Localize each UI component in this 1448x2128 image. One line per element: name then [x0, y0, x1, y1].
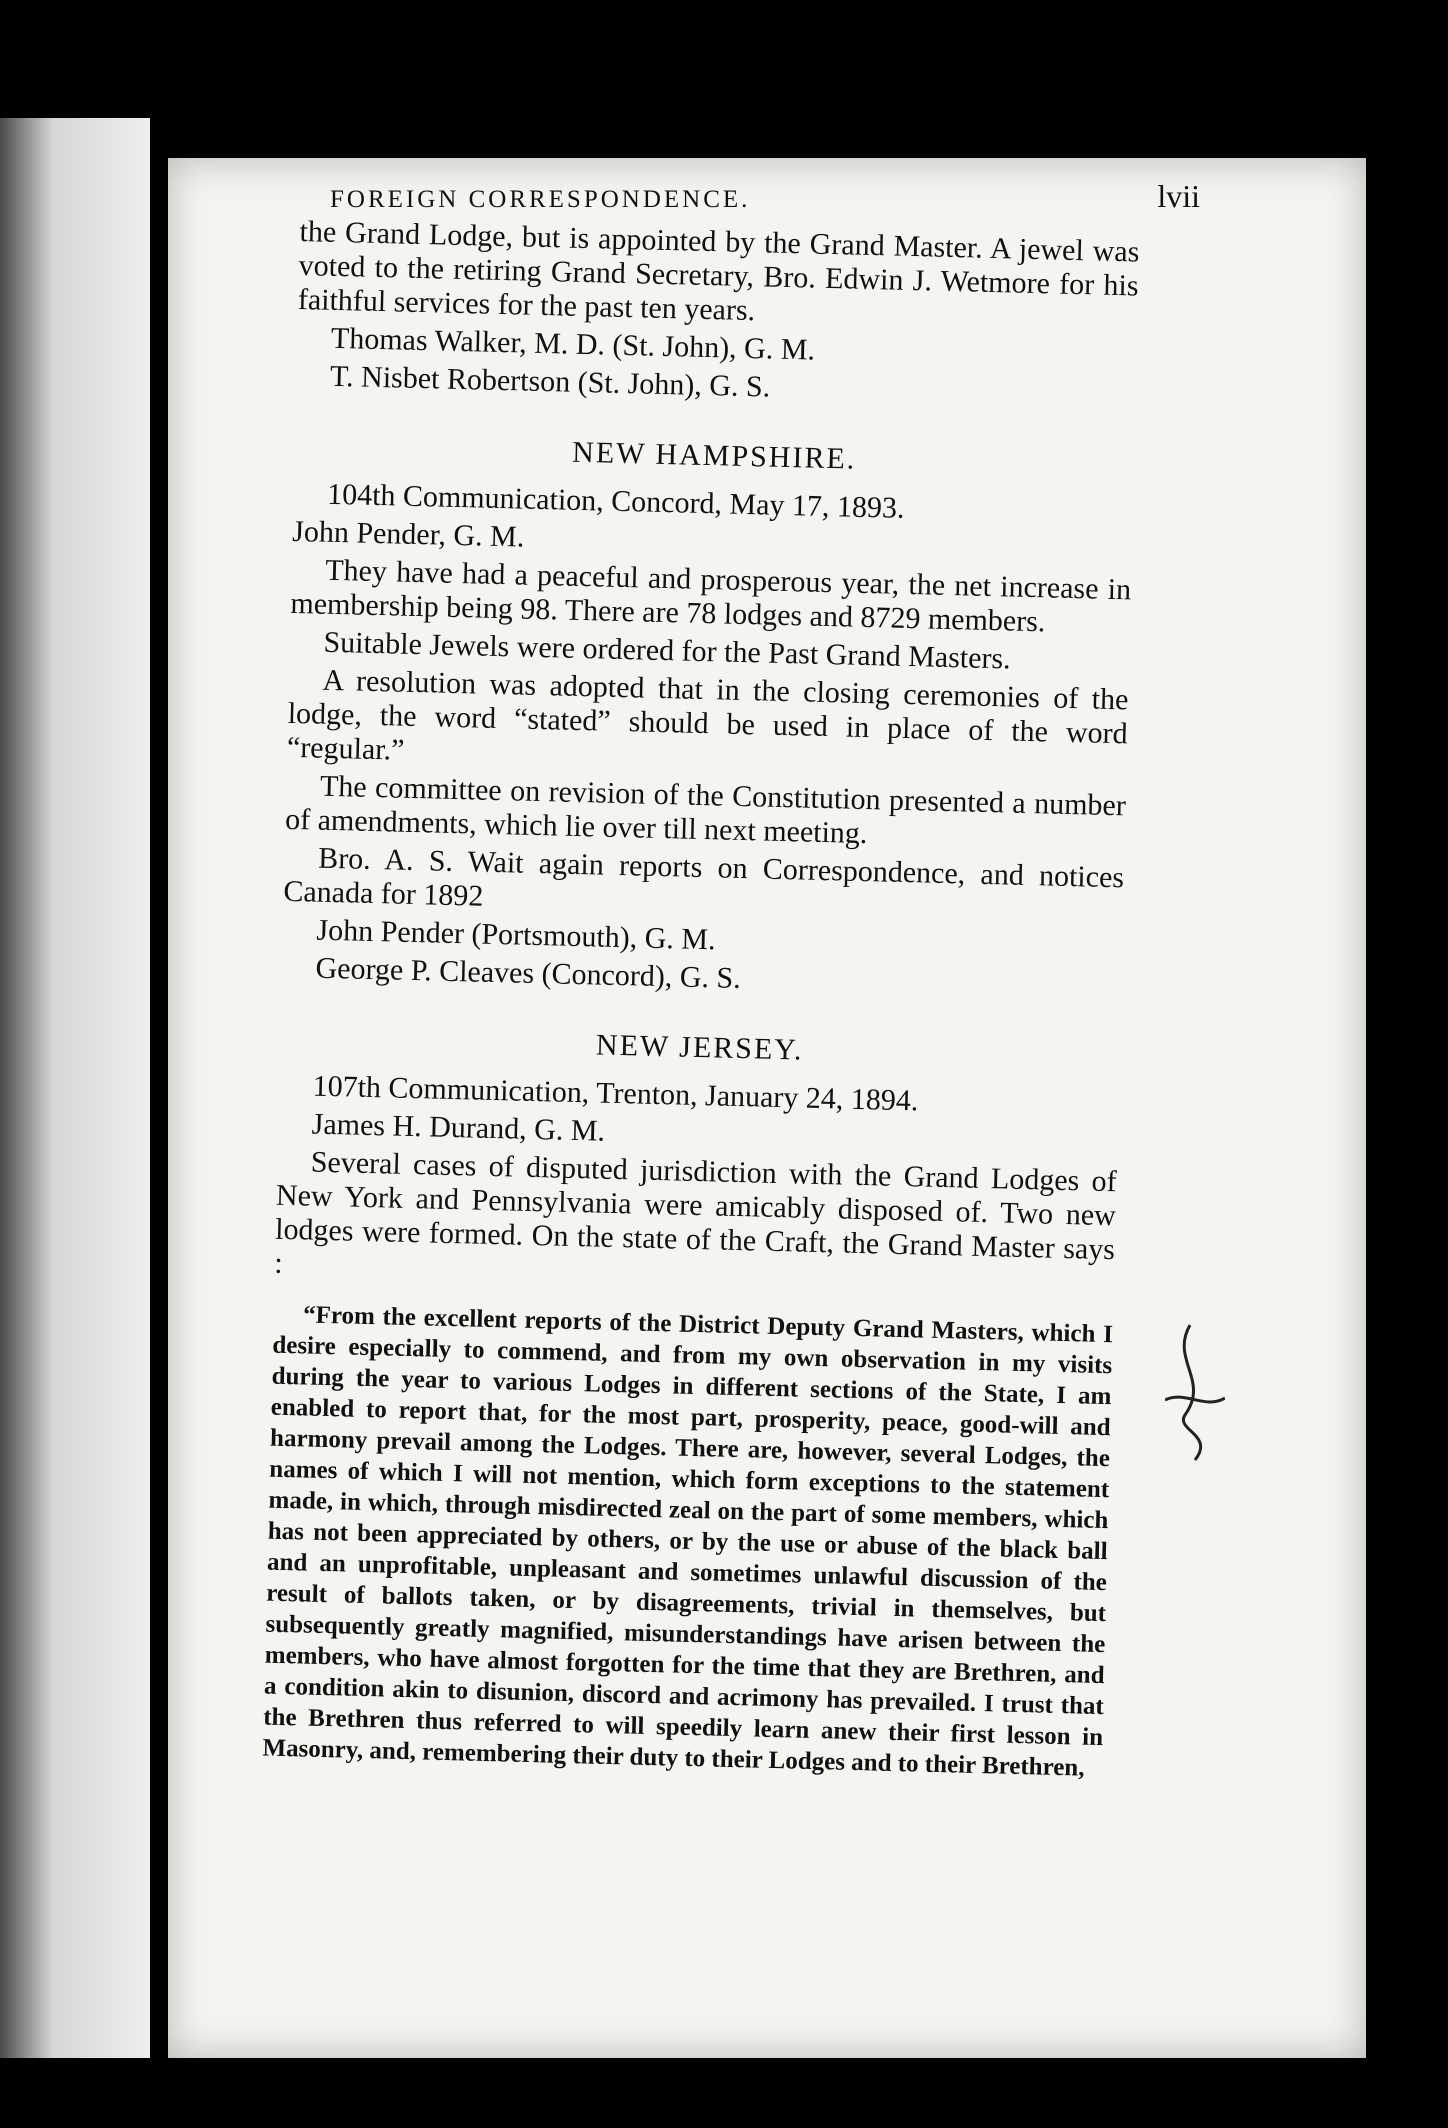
- grand-secretary-line: George P. Cleaves (Concord), G. S.: [315, 951, 742, 995]
- grand-master-line: John Pender (Portsmouth), G. M.: [316, 913, 716, 957]
- body-paragraph: A resolution was adopted that in the closing ceremonies of the lodge, the word “stated” should be used in place of the word “regular.”: [286, 663, 1129, 767]
- communication-line: 104th Communication, Concord, May 17, 1893.: [326, 477, 905, 525]
- page-header: [330, 178, 1200, 215]
- body-paragraph: The committee on revision of the Constitution presented a number of amendments, which lie over till next meeting.: [284, 769, 1127, 851]
- communication-line: 107th Communication, Trenton, January 24, 1894.: [312, 1069, 919, 1118]
- body-paragraph: Several cases of disputed jurisdiction with the Grand Lodges of New York and Pennsylvania were amicably disposed of. Two new lodges were formed. On the state of the Craft, the Grand Master says :: [273, 1145, 1118, 1280]
- quote-paragraph: “From the excellent reports of the District Deputy Grand Masters, which I desire especially to commend, and from my own observation in my visits during the year to various Lodges in different sections of the State, I am enabled to report that, for the most part, prosperity, peace, good-will and harmony prevail among the Lodges. There are, however, several Lodges, the names of which I will not mention, which form exceptions to the statement made, in which, through misdirected zeal on the part of some members, which has not been appreciated by others, or by the use or abuse of the black ball and an unprofitable, unpleasant and sometimes unlawful discussion of the result of ballots taken, or by disagreements, trivial in themselves, but subsequently greatly magnified, misunderstandings have arisen between the members, who have almost forgotten for the time that they are Brethren, and a condition akin to disunion, discord and acrimony has prevailed. I trust that the Brethren thus referred to will speedily learn anew their first lesson in Masonry, and, remembering their duty to their Lodges and to their Brethren,: [262, 1301, 1114, 1782]
- page-number: lvii: [1157, 178, 1200, 214]
- section-heading-new-hampshire: NEW HAMPSHIRE.: [571, 435, 857, 476]
- quoted-address: [262, 1299, 1113, 1784]
- section-heading-new-jersey: NEW JERSEY.: [595, 1028, 804, 1067]
- intro-paragraph: the Grand Lodge, but is appointed by the Grand Master. A jewel was voted to the retiring Grand Secretary, Bro. Edwin J. Wetmore for his faithful services for the past ten years.: [297, 215, 1140, 328]
- page-body: [262, 215, 1140, 1788]
- grand-secretary-line: T. Nisbet Robertson (St. John), G. S.: [329, 359, 771, 404]
- body-paragraph: Suitable Jewels were ordered for the Past Grand Masters.: [323, 625, 1012, 676]
- grand-master-line: John Pender, G. M.: [291, 514, 525, 554]
- body-paragraph: Bro. A. S. Wait again reports on Correspondence, and notices Canada for 1892: [283, 841, 1125, 913]
- body-paragraph: They have had a peaceful and prosperous year, the net increase in membership being 98. There are 78 lodges and 8729 members.: [290, 553, 1132, 639]
- pencil-mark-icon: [1165, 1320, 1225, 1470]
- running-head: FOREIGN CORRESPONDENCE.: [330, 186, 751, 213]
- grand-master-line: Thomas Walker, M. D. (St. John), G. M.: [330, 321, 816, 367]
- facing-page-edge: [0, 118, 150, 2058]
- grand-master-line: James H. Durand, G. M.: [311, 1107, 606, 1148]
